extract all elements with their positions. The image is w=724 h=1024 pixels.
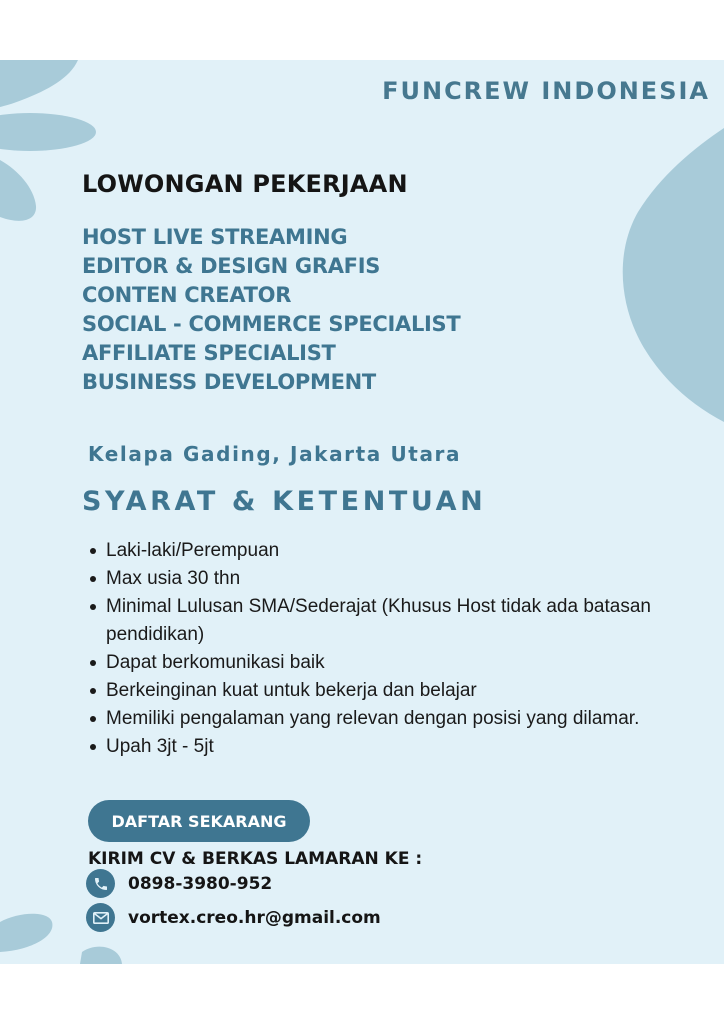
position-item: CONTEN CREATOR (82, 283, 292, 307)
position-item: SOCIAL - COMMERCE SPECIALIST (82, 312, 461, 336)
phone-contact[interactable] (86, 869, 272, 898)
blob-left-drop (0, 160, 36, 221)
blob-top-left (0, 60, 78, 107)
phone-icon (86, 869, 115, 898)
headline: LOWONGAN PEKERJAAN (82, 170, 408, 198)
requirement-item: Minimal Lulusan SMA/Sederajat (Khusus Host tidak ada batasan pendidikan) (88, 593, 658, 649)
requirement-item: Upah 3jt - 5jt (88, 733, 658, 761)
position-list (82, 223, 460, 397)
position-item: AFFILIATE SPECIALIST (82, 341, 336, 365)
blob-right (623, 128, 724, 422)
envelope-icon (86, 903, 115, 932)
position-item: HOST LIVE STREAMING (82, 225, 348, 249)
blob-bottom-left (0, 914, 52, 952)
requirement-item: Berkeinginan kuat untuk bekerja dan belajar (88, 677, 658, 705)
requirement-item: Laki-laki/Perempuan (88, 537, 658, 565)
register-now-button[interactable]: DAFTAR SEKARANG (88, 800, 310, 842)
requirement-item: Memiliki pengalaman yang relevan dengan posisi yang dilamar. (88, 705, 658, 733)
blob-left-oval (0, 113, 96, 151)
send-cv-label: KIRIM CV & BERKAS LAMARAN KE : (88, 849, 423, 869)
requirement-item: Max usia 30 thn (88, 565, 658, 593)
requirements-list (88, 537, 658, 761)
requirements-title: SYARAT & KETENTUAN (82, 486, 487, 517)
position-item: EDITOR & DESIGN GRAFIS (82, 254, 381, 278)
position-item: BUSINESS DEVELOPMENT (82, 370, 376, 394)
blob-bottom-small (80, 947, 122, 964)
email-address: vortex.creo.hr@gmail.com (128, 907, 381, 928)
brand-name: FUNCREW INDONESIA (382, 77, 710, 105)
job-poster (0, 60, 724, 964)
requirement-item: Dapat berkomunikasi baik (88, 649, 658, 677)
phone-number: 0898-3980-952 (128, 873, 273, 894)
location: Kelapa Gading, Jakarta Utara (88, 442, 462, 466)
email-contact[interactable] (86, 903, 381, 932)
